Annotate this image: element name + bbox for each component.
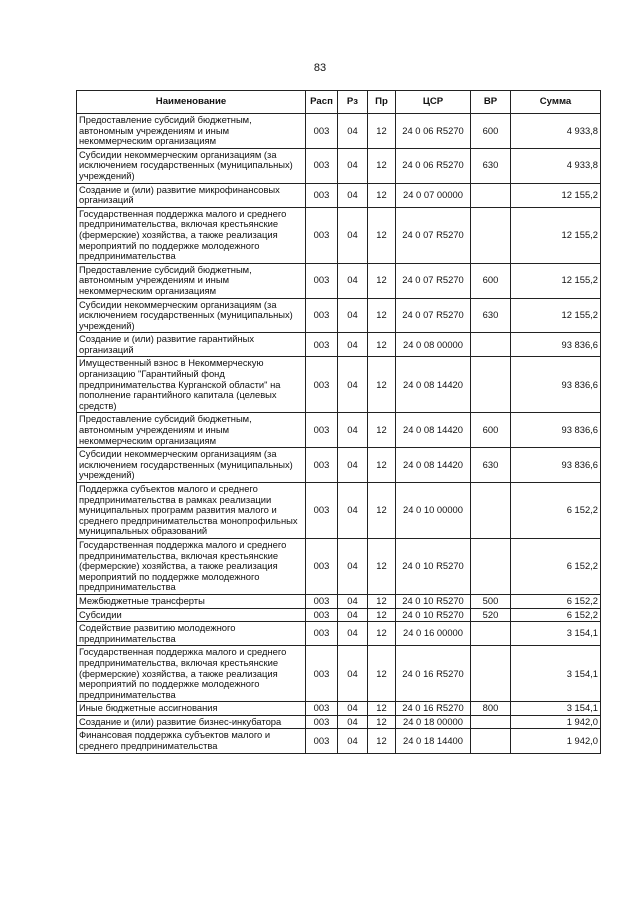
cell-rasp: 003	[306, 413, 338, 448]
cell-vr	[471, 483, 511, 539]
cell-sum: 3 154,1	[511, 702, 601, 716]
cell-rz: 04	[338, 183, 368, 207]
cell-name: Содействие развитию молодежного предпринимательства	[77, 622, 306, 646]
cell-pr: 12	[368, 413, 396, 448]
cell-csr: 24 0 07 R5270	[396, 298, 471, 333]
cell-csr: 24 0 18 00000	[396, 715, 471, 729]
table-row	[77, 357, 601, 413]
cell-rasp: 003	[306, 207, 338, 263]
table-header-row	[77, 91, 601, 114]
cell-name: Иные бюджетные ассигнования	[77, 702, 306, 716]
table-row	[77, 608, 601, 622]
cell-sum: 4 933,8	[511, 114, 601, 149]
cell-sum: 6 152,2	[511, 608, 601, 622]
header-csr: ЦСР	[396, 91, 471, 114]
cell-pr: 12	[368, 448, 396, 483]
table-row	[77, 298, 601, 333]
cell-name: Субсидии	[77, 608, 306, 622]
cell-pr: 12	[368, 483, 396, 539]
cell-vr: 630	[471, 298, 511, 333]
cell-rz: 04	[338, 483, 368, 539]
cell-name: Создание и (или) развитие бизнес-инкубатора	[77, 715, 306, 729]
cell-rasp: 003	[306, 594, 338, 608]
table-row	[77, 538, 601, 594]
cell-pr: 12	[368, 594, 396, 608]
cell-vr: 600	[471, 114, 511, 149]
table-row	[77, 183, 601, 207]
cell-rz: 04	[338, 357, 368, 413]
cell-csr: 24 0 08 14420	[396, 413, 471, 448]
cell-rasp: 003	[306, 538, 338, 594]
table-row	[77, 729, 601, 753]
cell-csr: 24 0 07 R5270	[396, 207, 471, 263]
cell-sum: 3 154,1	[511, 646, 601, 702]
cell-name: Создание и (или) развитие гарантийных организаций	[77, 333, 306, 357]
table-row	[77, 448, 601, 483]
cell-pr: 12	[368, 114, 396, 149]
cell-rasp: 003	[306, 183, 338, 207]
cell-csr: 24 0 10 R5270	[396, 608, 471, 622]
cell-sum: 12 155,2	[511, 207, 601, 263]
cell-sum: 93 836,6	[511, 448, 601, 483]
cell-vr	[471, 646, 511, 702]
cell-csr: 24 0 08 14420	[396, 448, 471, 483]
cell-name: Государственная поддержка малого и среднего предпринимательства, включая крестьянские (фермерские) хозяйства, а также реализация мероприятий по поддержке молодежного предпринимательства	[77, 646, 306, 702]
cell-vr: 500	[471, 594, 511, 608]
cell-name: Предоставление субсидий бюджетным, автономным учреждениям и иным некоммерческим организациям	[77, 114, 306, 149]
cell-name: Предоставление субсидий бюджетным, автономным учреждениям и иным некоммерческим организациям	[77, 413, 306, 448]
cell-sum: 93 836,6	[511, 357, 601, 413]
cell-rasp: 003	[306, 729, 338, 753]
cell-vr: 600	[471, 413, 511, 448]
table-row	[77, 333, 601, 357]
cell-rz: 04	[338, 448, 368, 483]
cell-rasp: 003	[306, 483, 338, 539]
cell-pr: 12	[368, 646, 396, 702]
cell-name: Субсидии некоммерческим организациям (за исключением государственных (муниципальных) учреждений)	[77, 298, 306, 333]
cell-sum: 12 155,2	[511, 183, 601, 207]
cell-pr: 12	[368, 183, 396, 207]
cell-pr: 12	[368, 298, 396, 333]
header-rz: Рз	[338, 91, 368, 114]
cell-rasp: 003	[306, 608, 338, 622]
cell-rz: 04	[338, 114, 368, 149]
cell-rz: 04	[338, 646, 368, 702]
cell-vr	[471, 183, 511, 207]
header-vr: ВР	[471, 91, 511, 114]
cell-rasp: 003	[306, 622, 338, 646]
budget-table	[76, 90, 601, 754]
table-row	[77, 148, 601, 183]
cell-rasp: 003	[306, 114, 338, 149]
table-row	[77, 646, 601, 702]
cell-rz: 04	[338, 333, 368, 357]
cell-name: Государственная поддержка малого и среднего предпринимательства, включая крестьянские (фермерские) хозяйства, а также реализация мероприятий по поддержке молодежного предпринимательства	[77, 538, 306, 594]
cell-csr: 24 0 08 14420	[396, 357, 471, 413]
cell-rz: 04	[338, 715, 368, 729]
page-number: 83	[313, 62, 327, 74]
cell-vr	[471, 333, 511, 357]
cell-rz: 04	[338, 594, 368, 608]
cell-rz: 04	[338, 729, 368, 753]
cell-pr: 12	[368, 263, 396, 298]
cell-sum: 93 836,6	[511, 413, 601, 448]
cell-rz: 04	[338, 148, 368, 183]
cell-vr: 630	[471, 448, 511, 483]
cell-csr: 24 0 16 R5270	[396, 702, 471, 716]
cell-name: Субсидии некоммерческим организациям (за исключением государственных (муниципальных) учреждений)	[77, 148, 306, 183]
cell-pr: 12	[368, 207, 396, 263]
header-rasp: Расп	[306, 91, 338, 114]
cell-name: Предоставление субсидий бюджетным, автономным учреждениям и иным некоммерческим организациям	[77, 263, 306, 298]
cell-rz: 04	[338, 608, 368, 622]
cell-csr: 24 0 06 R5270	[396, 148, 471, 183]
cell-sum: 1 942,0	[511, 729, 601, 753]
cell-sum: 3 154,1	[511, 622, 601, 646]
cell-rasp: 003	[306, 263, 338, 298]
cell-csr: 24 0 10 R5270	[396, 594, 471, 608]
cell-rz: 04	[338, 622, 368, 646]
table-body	[77, 114, 601, 754]
cell-sum: 12 155,2	[511, 298, 601, 333]
cell-rasp: 003	[306, 646, 338, 702]
cell-rasp: 003	[306, 702, 338, 716]
table-row	[77, 263, 601, 298]
cell-rz: 04	[338, 413, 368, 448]
cell-sum: 1 942,0	[511, 715, 601, 729]
cell-sum: 6 152,2	[511, 594, 601, 608]
cell-sum: 12 155,2	[511, 263, 601, 298]
cell-name: Государственная поддержка малого и среднего предпринимательства, включая крестьянские (фермерские) хозяйства, а также реализация мероприятий по поддержке молодежного предпринимательства	[77, 207, 306, 263]
cell-rz: 04	[338, 538, 368, 594]
cell-csr: 24 0 06 R5270	[396, 114, 471, 149]
cell-vr	[471, 715, 511, 729]
cell-rasp: 003	[306, 298, 338, 333]
cell-pr: 12	[368, 702, 396, 716]
table-row	[77, 715, 601, 729]
header-sum: Сумма	[511, 91, 601, 114]
cell-name: Создание и (или) развитие микрофинансовых организаций	[77, 183, 306, 207]
cell-csr: 24 0 08 00000	[396, 333, 471, 357]
cell-pr: 12	[368, 608, 396, 622]
cell-vr: 630	[471, 148, 511, 183]
cell-rz: 04	[338, 263, 368, 298]
cell-sum: 6 152,2	[511, 538, 601, 594]
cell-csr: 24 0 16 00000	[396, 622, 471, 646]
cell-name: Финансовая поддержка субъектов малого и среднего предпринимательства	[77, 729, 306, 753]
cell-pr: 12	[368, 357, 396, 413]
cell-rz: 04	[338, 207, 368, 263]
cell-vr	[471, 538, 511, 594]
cell-csr: 24 0 07 R5270	[396, 263, 471, 298]
cell-csr: 24 0 18 14400	[396, 729, 471, 753]
cell-vr	[471, 729, 511, 753]
cell-pr: 12	[368, 538, 396, 594]
cell-pr: 12	[368, 729, 396, 753]
table-row	[77, 702, 601, 716]
cell-name: Субсидии некоммерческим организациям (за исключением государственных (муниципальных) учреждений)	[77, 448, 306, 483]
cell-name: Имущественный взнос в Некоммерческую организацию "Гарантийный фонд предпринимательства Курганской области" на пополнение гарантийного капитала (целевых средств)	[77, 357, 306, 413]
cell-name: Поддержка субъектов малого и среднего предпринимательства в рамках реализации муниципальных программ развития малого и среднего предпринимательства монопрофильных муниципальных образований	[77, 483, 306, 539]
cell-rasp: 003	[306, 357, 338, 413]
cell-rasp: 003	[306, 715, 338, 729]
cell-csr: 24 0 07 00000	[396, 183, 471, 207]
header-name: Наименование	[77, 91, 306, 114]
cell-pr: 12	[368, 622, 396, 646]
cell-vr: 800	[471, 702, 511, 716]
table-row	[77, 207, 601, 263]
cell-name: Межбюджетные трансферты	[77, 594, 306, 608]
cell-pr: 12	[368, 715, 396, 729]
cell-pr: 12	[368, 333, 396, 357]
cell-rz: 04	[338, 298, 368, 333]
cell-csr: 24 0 10 R5270	[396, 538, 471, 594]
table-row	[77, 594, 601, 608]
cell-csr: 24 0 16 R5270	[396, 646, 471, 702]
cell-sum: 4 933,8	[511, 148, 601, 183]
cell-vr	[471, 622, 511, 646]
cell-csr: 24 0 10 00000	[396, 483, 471, 539]
cell-pr: 12	[368, 148, 396, 183]
cell-vr: 600	[471, 263, 511, 298]
cell-rasp: 003	[306, 333, 338, 357]
cell-rasp: 003	[306, 148, 338, 183]
cell-sum: 93 836,6	[511, 333, 601, 357]
cell-vr	[471, 207, 511, 263]
cell-vr: 520	[471, 608, 511, 622]
table-row	[77, 413, 601, 448]
table-row	[77, 114, 601, 149]
cell-rasp: 003	[306, 448, 338, 483]
cell-vr	[471, 357, 511, 413]
table-row	[77, 483, 601, 539]
header-pr: Пр	[368, 91, 396, 114]
cell-rz: 04	[338, 702, 368, 716]
table-row	[77, 622, 601, 646]
cell-sum: 6 152,2	[511, 483, 601, 539]
